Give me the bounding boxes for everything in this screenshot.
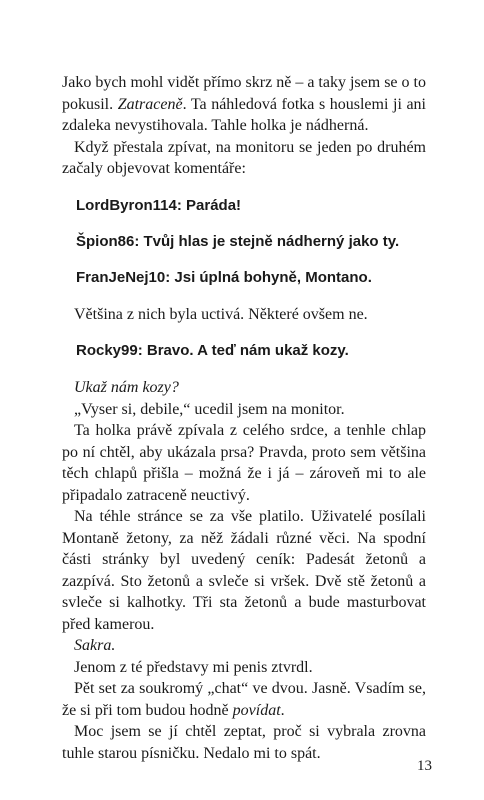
italic-span: Sakra.: [74, 637, 116, 654]
paragraph-pet: [62, 678, 426, 721]
page-number: 13: [417, 758, 432, 774]
paragraph-mid: Většina z nich byla uctivá. Některé ovšem ne.: [74, 305, 368, 323]
book-page-body: [62, 72, 426, 764]
paragraph-opening: [62, 72, 426, 137]
chat-message-spion: Špion86: Tvůj hlas je stejně nádherný jako ty.: [76, 232, 400, 250]
paragraph-strance: Na téhle stránce se za vše platilo. Uživatelé posílali Montaně žetony, za něž žádali různé věci. Na spodní části stránky byl uvedený ceník: Padesát žetonů a zazpívá. Sto žetonů a svleče si vršek. Dvě stě žetonů a svleče si kalhotky. Tři sta žetonů a bude masturbovat před kamerou.: [62, 508, 426, 633]
paragraph-ukaz: [62, 377, 426, 399]
text-span: .: [280, 701, 285, 719]
text-span: Pět set za soukromý „chat“ ve dvou. Jasně. Vsadím se, že si při tom budou hodně: [62, 680, 426, 719]
paragraph-holka: Ta holka právě zpívala z celého srdce, a tenhle chlap po ní chtěl, aby ukázala prsa? Pravda, proto sem většina těch chlapů přišla – možná že i já – zároveň mi to ale připadalo zatraceně neuctivý.: [62, 422, 426, 504]
paragraph-vyser: „Vyser si, debile,“ ucedil jsem na monitor.: [74, 400, 345, 418]
chat-message-lordbyron: LordByron114: Paráda!: [76, 196, 242, 214]
paragraph-sakra: [62, 635, 426, 657]
paragraph-moc: Moc jsem se jí chtěl zeptat, proč si vybrala zrovna tuhle starou písničku. Nedalo mi to spát.: [62, 723, 426, 762]
italic-span: Zatraceně: [117, 95, 183, 113]
chat-message-franjenej: FranJeNej10: Jsi úplná bohyně, Montano.: [76, 268, 372, 286]
paragraph-comments-intro: Když přestala zpívat, na monitoru se jeden po druhém začaly objevovat komentáře:: [62, 138, 426, 177]
italic-span: Ukaž nám kozy?: [74, 379, 179, 396]
text-span: . Ta náhledová fotka s houslemi ji ani zdaleka nevystihovala. Tahle holka je nádherná.: [62, 95, 427, 134]
italic-span: povídat: [232, 701, 281, 719]
chat-message-rocky: Rocky99: Bravo. A teď nám ukaž kozy.: [76, 342, 349, 359]
text-span: Jako bych mohl vidět přímo skrz ně – a taky jsem se o to pokusil.: [62, 74, 426, 113]
paragraph-jenom: Jenom z té představy mi penis ztvrdl.: [74, 658, 313, 676]
